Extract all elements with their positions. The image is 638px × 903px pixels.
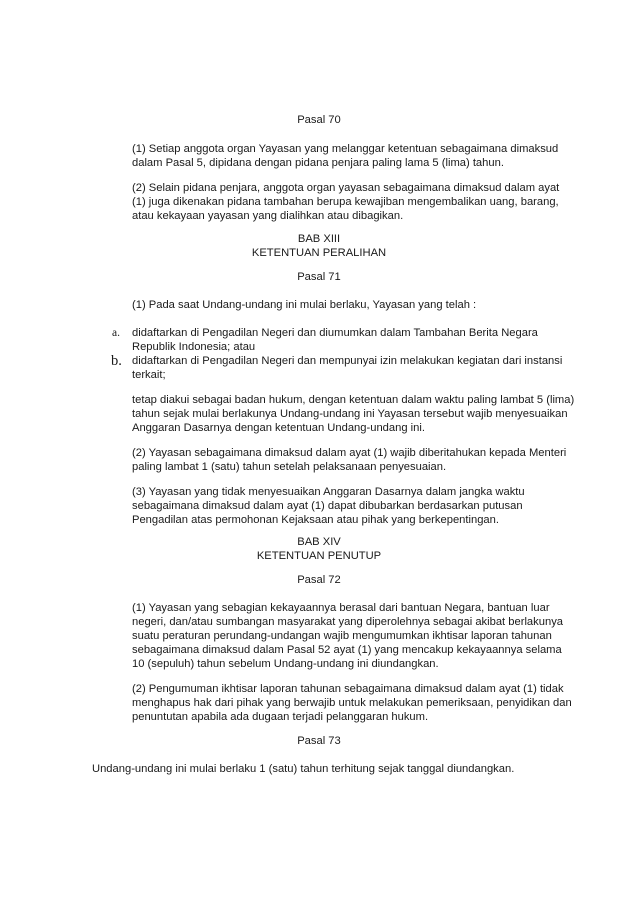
pasal-71-ayat-3-line-3: Pengadilan atas permohonan Kejaksaan atau pihak yang berkepentingan. [132,514,499,526]
item-b-line-1: didaftarkan di Pengadilan Negeri dan mempunyai izin melakukan kegiatan dari instansi [132,355,563,367]
pasal-72-ayat-2-line-2: menghapus hak dari pihak yang berwajib untuk melakukan pemeriksaan, penyidikan dan [132,697,572,709]
pasal-71-ayat-3-line-2: sebagaimana dimaksud dalam ayat (1) dapat dibubarkan berdasarkan putusan [132,500,523,512]
pasal-71-ayat-2-line-1: (2) Yayasan sebagaimana dimaksud dalam ayat (1) wajib diberitahukan kepada Menteri [132,447,567,459]
pasal-70-heading: Pasal 70 [297,114,341,126]
bab-14-title: KETENTUAN PENUTUP [256,550,382,562]
pasal-72-ayat-2-line-1: (2) Pengumuman ikhtisar laporan tahunan sebagaimana dimaksud dalam ayat (1) tidak [132,683,564,695]
list-marker-a: a. [112,327,120,339]
pasal-72-heading: Pasal 72 [297,574,341,586]
pasal-70-ayat-2-line-1: (2) Selain pidana penjara, anggota organ yayasan sebagaimana dimaksud dalam ayat [132,182,560,194]
list-marker-b: b. [111,353,122,369]
pasal-72-ayat-2-line-3: penuntutan apabila ada dugaan terjadi pelanggaran hukum. [132,711,429,723]
tetap-line-1: tetap diakui sebagai badan hukum, dengan ketentuan dalam waktu paling lambat 5 (lima) [132,394,575,406]
pasal-72-ayat-1-line-3: suatu peraturan perundang-undangan wajib mengumumkan ikhtisar laporan tahunan [132,630,552,642]
pasal-72-ayat-1-line-4: sebagaimana dimaksud dalam Pasal 52 ayat (1) yang mencakup kekayaannya selama [132,644,562,656]
tetap-line-3: Anggaran Dasarnya dengan ketentuan Undang-undang ini. [132,422,425,434]
item-a-line-2: Republik Indonesia; atau [132,341,256,353]
pasal-72-ayat-1-line-1: (1) Yayasan yang sebagian kekayaannya berasal dari bantuan Negara, bantuan luar [132,602,550,614]
item-a-line-1: didaftarkan di Pengadilan Negeri dan diumumkan dalam Tambahan Berita Negara [132,327,538,339]
item-b-line-2: terkait; [132,369,166,381]
tetap-line-2: tahun sejak mulai berlakunya Undang-undang ini Yayasan tersebut wajib menyesuaikan [132,408,568,420]
bab-13-title: KETENTUAN PERALIHAN [251,247,387,259]
pasal-71-ayat-2-line-2: paling lambat 1 (satu) tahun setelah pelaksanaan penyesuaian. [132,461,447,473]
pasal-70-ayat-1-line-2: dalam Pasal 5, dipidana dengan pidana penjara paling lama 5 (lima) tahun. [132,157,504,169]
pasal-73-text: Undang-undang ini mulai berlaku 1 (satu) tahun terhitung sejak tanggal diundangkan. [92,763,515,775]
pasal-70-ayat-1-line-1: (1) Setiap anggota organ Yayasan yang melanggar ketentuan sebagaimana dimaksud [132,143,559,155]
pasal-72-ayat-1-line-2: negeri, dan/atau sumbangan masyarakat yang diperolehnya sebagai akibat berlakunya [132,616,564,628]
pasal-73-heading: Pasal 73 [297,735,341,747]
pasal-71-heading: Pasal 71 [297,271,341,283]
pasal-70-ayat-2-line-2: (1) juga dikenakan pidana tambahan berupa kewajiban mengembalikan uang, barang, [132,196,559,208]
pasal-71-ayat-3-line-1: (3) Yayasan yang tidak menyesuaikan Anggaran Dasarnya dalam jangka waktu [132,486,525,498]
bab-14-number: BAB XIV [297,536,341,548]
pasal-70-ayat-2-line-3: atau kekayaan yayasan yang dialihkan atau dibagikan. [132,210,404,222]
pasal-72-ayat-1-line-5: 10 (sepuluh) tahun sebelum Undang-undang ini diundangkan. [132,658,439,670]
bab-13-number: BAB XIII [297,233,341,245]
pasal-71-ayat-1-intro: (1) Pada saat Undang-undang ini mulai berlaku, Yayasan yang telah : [132,299,477,311]
